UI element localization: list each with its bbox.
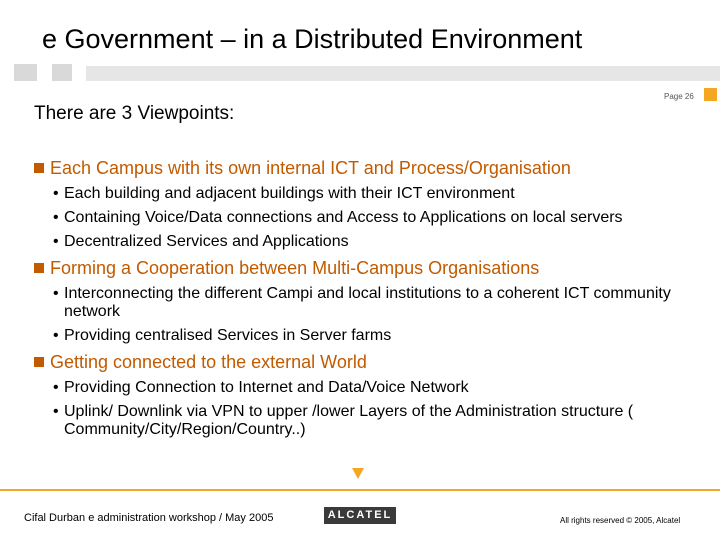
dot-bullet-icon: • <box>53 233 59 250</box>
sub-bullet-text: Providing centralised Services in Server farms <box>64 327 392 344</box>
sub-bullet-text: Each building and adjacent buildings with their ICT environment <box>64 185 515 202</box>
square-bullet-icon <box>34 163 44 173</box>
bullet-text: Forming a Cooperation between Multi-Campus Organisations <box>50 258 540 278</box>
sub-bullet-text: Providing Connection to Internet and Data/Voice Network <box>64 379 469 396</box>
dot-bullet-icon: • <box>53 285 59 302</box>
bullet-text: Each Campus with its own internal ICT and Process/Organisation <box>50 158 571 178</box>
alcatel-logo: ALCATEL <box>324 507 396 524</box>
title-decor-square <box>14 64 37 81</box>
sub-bullet-text: Containing Voice/Data connections and Access to Applications on local servers <box>64 209 623 226</box>
footer-copyright: All rights reserved © 2005, Alcatel <box>560 516 681 525</box>
dot-bullet-icon: • <box>53 403 59 420</box>
sub-bullet-item <box>34 327 694 345</box>
bullet-item <box>34 157 694 179</box>
dot-bullet-icon: • <box>53 185 59 202</box>
sub-bullet-item <box>34 233 694 251</box>
footer-divider <box>0 489 720 491</box>
slide-subtitle: There are 3 Viewpoints: <box>34 103 235 124</box>
footer-arrow-icon <box>352 468 364 479</box>
sub-bullet-text: Interconnecting the different Campi and local institutions to a coherent ICT community network <box>64 285 671 320</box>
sub-bullet-item <box>34 185 694 203</box>
sub-bullet-text: Decentralized Services and Applications <box>64 233 349 250</box>
sub-bullet-item <box>34 209 694 227</box>
page-marker-square <box>704 88 717 101</box>
bullet-item <box>34 257 694 279</box>
sub-bullet-item <box>34 379 694 397</box>
dot-bullet-icon: • <box>53 209 59 226</box>
sub-bullet-item <box>34 403 694 439</box>
slide-title: e Government – in a Distributed Environment <box>42 24 583 54</box>
dot-bullet-icon: • <box>53 327 59 344</box>
bullet-text: Getting connected to the external World <box>50 352 367 372</box>
square-bullet-icon <box>34 357 44 367</box>
title-decor-square <box>52 64 72 81</box>
sub-bullet-item <box>34 285 694 321</box>
sub-bullet-text: Uplink/ Downlink via VPN to upper /lower Layers of the Administration structure ( Community/City/Region/Country..) <box>64 403 634 438</box>
bullet-item <box>34 351 694 373</box>
page-number: Page 26 <box>664 92 694 101</box>
square-bullet-icon <box>34 263 44 273</box>
footer-event-text: Cifal Durban e administration workshop / May 2005 <box>24 512 274 524</box>
dot-bullet-icon: • <box>53 379 59 396</box>
title-decor-bar <box>86 66 720 81</box>
bullet-list <box>34 157 694 439</box>
